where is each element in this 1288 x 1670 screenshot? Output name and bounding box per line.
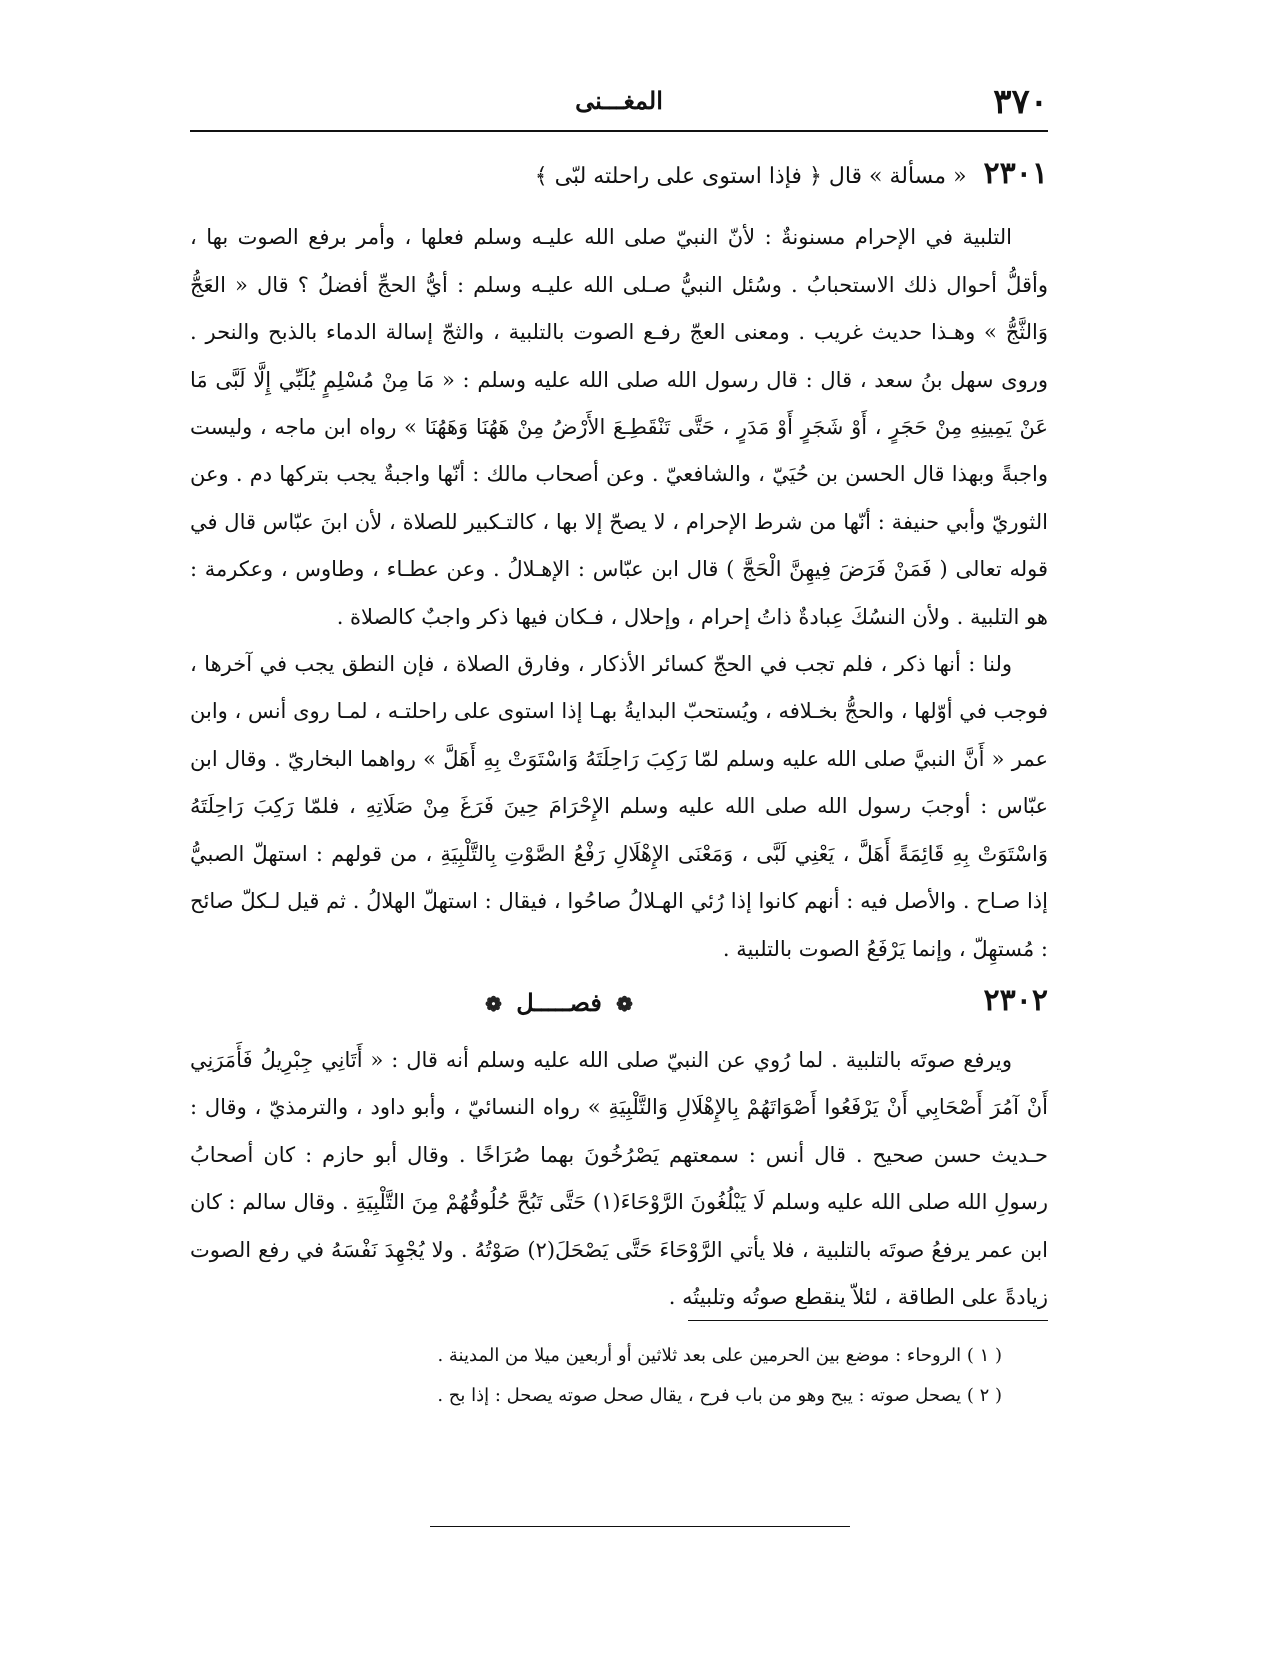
book-title: المغـــنى bbox=[575, 86, 663, 115]
header-rule bbox=[190, 130, 1048, 132]
footnote-1: ( ١ ) الروحاء : موضع بين الحرمين على بعد ثلاثين أو أربعين ميلا من المدينة . bbox=[437, 1345, 1002, 1366]
issue-number: ٢٣٠١ bbox=[983, 156, 1048, 191]
paragraph-2: ولنا : أنها ذكر ، فلم تجب في الحجّ كسائر الأذكار ، وفارق الصلاة ، فإن النطق يجب في آخرها ، فوجب في أوّلها ، والحجُّ بخـلافه ، ويُستحبّ البدايةُ بهـا إذا استوى على راحلتـه ، لمـا روى أنس ، وابن عمر « أَنَّ النبيَّ صلى الله عليه وسلم لمّا رَكِبَ رَاحِلَتَهُ وَاسْتَوَتْ بِهِ أَهَلَّ » رواهما البخاريّ . وقال ابن عبّاس : أوجبَ رسول الله صلى الله عليه وسلم الإِحْرَامَ حِينَ فَرَغَ مِنْ صَلَاتِهِ ، فلمّا رَكِبَ رَاحِلَتَهُ وَاسْتَوَتْ بِهِ قَائِمَةً أَهَلَّ ، يَعْنِي لَبَّى ، وَمَعْنَى الإِهْلَالِ رَفْعُ الصَّوْتِ بِالتَّلْبِيَةِ ، من قولهم : استهلّ الصبيُّ إذا صـاح . والأصل فيه : أنهم كانوا إذا رُئي الهـلالُ صاحُوا ، فيقال : استهلّ الهلالُ . ثم قيل لـكلّ صائح : مُستهِلّ ، وإنما يَرْفَعُ الصوت بالتلبية . bbox=[190, 652, 1048, 961]
section-title bbox=[190, 979, 928, 1028]
paragraph-1: التلبية في الإحرام مسنونةٌ : لأنّ النبيّ صلى الله عليـه وسلم فعلها ، وأمر برفع الصوت بها ، وأقلُّ أحوال ذلك الاستحبابُ . وسُئل النبيُّ صـلى الله عليـه وسلم : أيُّ الحجِّ أفضلُ ؟ قال « العَجُّ وَالثَّجُّ » وهـذا حديث غريب . ومعنى العجّ رفـع الصوت بالتلبية ، والثجّ إسالة الدماء بالذبح والنحر . وروى سهل بنُ سعد ، قال : قال رسول الله صلى الله عليه وسلم : « مَا مِنْ مُسْلِمٍ يُلَبِّي إِلَّا لَبَّى مَا عَنْ يَمِينِهِ مِنْ حَجَرٍ ، أَوْ شَجَرٍ أَوْ مَدَرٍ ، حَتَّى تَنْقَطِـعَ الأَرْضُ مِنْ هَهُنَا وَهَهُنَا » رواه ابن ماجه ، وليست واجبةً وبهذا قال الحسن بن حُيَيّ ، والشافعيّ . وعن أصحاب مالك : أنّها واجبةٌ يجب بتركها دم . وعن الثوريّ وأبي حنيفة : أنّها من شرط الإحرام ، لا يصحّ إلا بها ، كالتـكبير للصلاة ، لأن ابنَ عبّاس قال في قوله تعالى ( فَمَنْ فَرَضَ فِيهِنَّ الْحَجَّ ) قال ابن عبّاس : الإهـلالُ . وعن عطـاء ، وطاوس ، وعكرمة : هو التلبية . ولأن النسُكَ عِبادةٌ ذاتُ إحرام ، وإحلال ، فـكان فيها ذكر واجبٌ كالصلاة . bbox=[190, 225, 1048, 629]
footnote-2: ( ٢ ) يصحل صوته : يبح وهو من باب فرح ، يقال صحل صوته يصحل : إذا بح . bbox=[437, 1385, 1002, 1406]
page-number: ٣٧٠ bbox=[993, 82, 1048, 122]
main-text bbox=[190, 150, 1048, 1321]
bottom-rule bbox=[430, 1526, 850, 1527]
paragraph-3: ويرفع صوتَه بالتلبية . لما رُوي عن النبيّ صلى الله عليه وسلم أنه قال : « أَتَانِي جِبْرِيلُ فَأَمَرَنِي أَنْ آمُرَ أَصْحَابِي أَنْ يَرْفَعُوا أَصْوَاتَهُمْ بِالإِهْلَالِ وَالتَّلْبِيَةِ » رواه النسائيّ ، وأبو داود ، والترمذيّ ، وقال : حـديث حسن صحيح . قال أنس : سمعتهم يَصْرُخُونَ بهما صُرَاخًا . وقال أبو حازم : كان أصحابُ رسولِ الله صلى الله عليه وسلم لَا يَبْلُغُونَ الرَّوْحَاءَ(١) حَتَّى تَبُحَّ حُلُوقُهُمْ مِنَ التَّلْبِيَةِ . وقال سالم : كان ابن عمر يرفعُ صوتَه بالتلبية ، فلا يأتي الرَّوْحَاءَ حَتَّى يَصْحَلَ(٢) صَوْتُهُ . ولا يُجْهِدَ نَفْسَهُ في رفع الصوت زيادةً على الطاقة ، لئلاّ ينقطع صوتُه وتلبيتُه . bbox=[190, 1047, 1048, 1309]
running-head bbox=[190, 82, 1048, 126]
issue-text: « مسألة » قال ﴿ فإذا استوى على راحلته لبّى ﴾ bbox=[534, 164, 967, 189]
section-label: فصـــــل bbox=[516, 987, 602, 1017]
ornament-right-icon: ❁ bbox=[616, 991, 633, 1016]
issue-heading bbox=[190, 150, 1048, 200]
ornament-left-icon: ❁ bbox=[485, 991, 502, 1016]
section-heading bbox=[190, 977, 1048, 1027]
section-number: ٢٣٠٢ bbox=[983, 982, 1048, 1018]
footnotes bbox=[190, 1336, 1048, 1416]
footnote-rule bbox=[688, 1320, 1048, 1321]
